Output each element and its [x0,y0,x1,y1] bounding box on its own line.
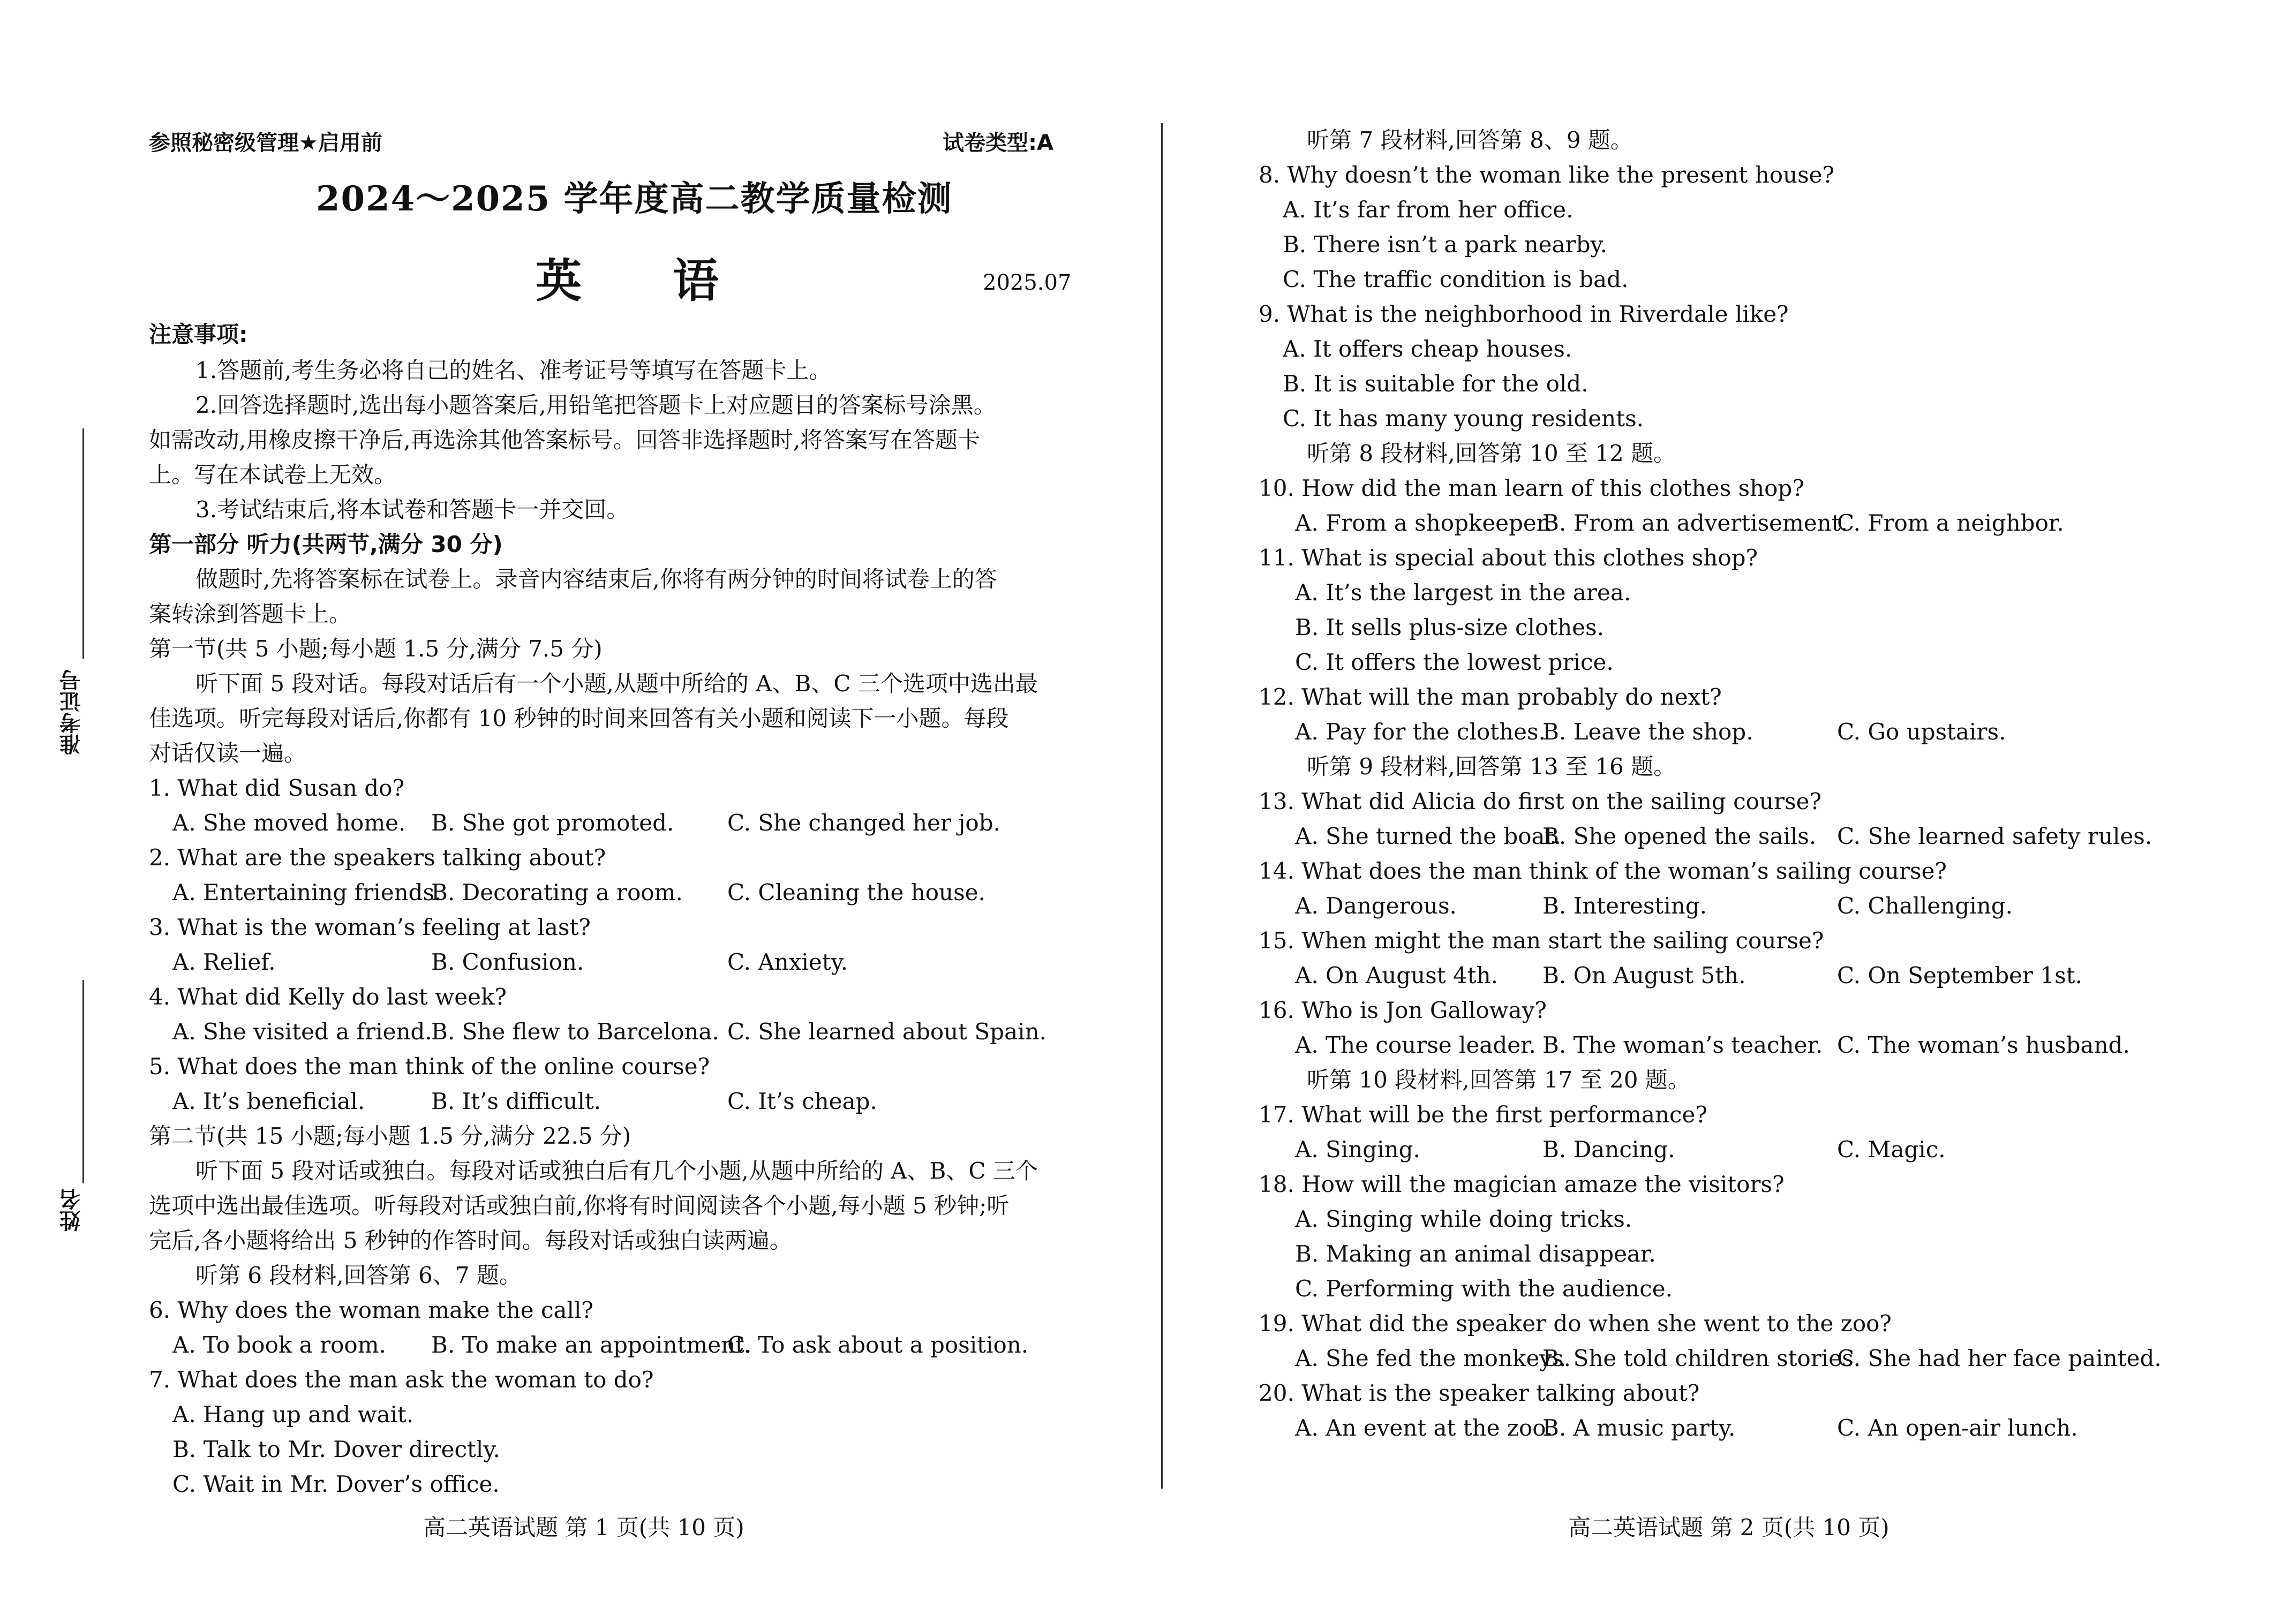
option-a: A. It’s far from her office. [1283,197,1574,223]
notice-line: 2.回答选择题时,选出每小题答案后,用铅笔把答题卡上对应题目的答案标号涂黑。 [195,392,996,418]
option-c: C. She had her face painted. [1837,1345,2162,1371]
option-c: C. She changed her job. [727,810,1000,836]
option-b: B. She got promoted. [431,810,674,836]
subject-title: 英 语 [536,254,756,308]
exam-title: 2024～2025 学年度高二教学质量检测 [316,179,953,219]
option-b: B. She flew to Barcelona. [431,1018,719,1045]
question-stem: 10. How did the man learn of this clothes shop? [1259,475,1804,501]
notice-heading: 注意事项: [149,321,248,348]
option-c: C. Magic. [1837,1136,1946,1163]
option-a: A. From a shopkeeper. [1295,510,1552,536]
notice-line: 3.考试结束后,将本试卷和答题卡一并交回。 [195,496,629,523]
option-c: C. To ask about a position. [727,1332,1029,1358]
option-b: B. Interesting. [1542,893,1707,919]
material-heading: 听第 7 段材料,回答第 8、9 题。 [1307,127,1633,153]
option-b: B. On August 5th. [1542,962,1746,988]
option-a: A. It’s beneficial. [172,1088,365,1114]
option-a: A. She turned the boat. [1295,823,1561,849]
option-a: A. It’s the largest in the area. [1295,579,1631,606]
option-c: C. Cleaning the house. [727,879,985,905]
option-a: A. Entertaining friends. [172,879,442,905]
option-a: A. She moved home. [172,810,406,836]
option-a: A. She fed the monkeys. [1295,1345,1571,1371]
option-a: A. She visited a friend. [172,1018,432,1045]
option-b: B. Dancing. [1542,1136,1675,1163]
section1-intro: 听下面 5 段对话。每段对话后有一个小题,从题中所给的 A、B、C 三个选项中选出最 [195,670,1038,697]
option-b: B. Confusion. [431,949,584,975]
section2-intro: 听下面 5 段对话或独白。每段对话或独白后有几个小题,从题中所给的 A、B、C 三个 [195,1158,1038,1184]
option-c: C. Anxiety. [727,949,848,975]
part1-heading: 第一部分 听力(共两节,满分 30 分) [149,531,503,557]
option-b: B. The woman’s teacher. [1542,1032,1823,1058]
option-c: C. Go upstairs. [1837,719,2006,745]
option-b: B. Making an animal disappear. [1295,1241,1656,1267]
option-c: C. It offers the lowest price. [1295,649,1614,675]
option-a: A. It offers cheap houses. [1283,336,1572,362]
option-c: C. On September 1st. [1837,962,2082,988]
option-a: A. Relief. [172,949,276,975]
section2-intro: 选项中选出最佳选项。听每段对话或独白前,你将有时间阅读各个小题,每小题 5 秒钟;听 [149,1193,1010,1219]
question-stem: 18. How will the magician amaze the visitors? [1259,1171,1785,1197]
option-a: A. Hang up and wait. [172,1401,414,1428]
option-b: B. Talk to Mr. Dover directly. [172,1436,500,1462]
option-c: C. The traffic condition is bad. [1283,266,1629,292]
question-stem: 9. What is the neighborhood in Riverdale like? [1259,301,1789,327]
question-stem: 2. What are the speakers talking about? [149,844,606,871]
question-stem: 1. What did Susan do? [149,775,404,801]
option-b: B. She told children stories. [1542,1345,1861,1371]
section1-intro: 对话仅读一遍。 [149,740,307,766]
option-c: C. It’s cheap. [727,1088,877,1114]
option-b: B. Decorating a room. [431,879,683,905]
option-a: A. Singing. [1295,1136,1420,1163]
question-stem: 8. Why doesn’t the woman like the present house? [1259,162,1835,188]
question-stem: 6. Why does the woman make the call? [149,1297,593,1323]
page-footer: 高二英语试题 第 1 页(共 10 页) [423,1514,744,1541]
option-c: C. Performing with the audience. [1295,1276,1673,1302]
material-heading: 听第 8 段材料,回答第 10 至 12 题。 [1307,440,1676,466]
section1-intro: 佳选项。听完每段对话后,你都有 10 秒钟的时间来回答有关小题和阅读下一小题。每段 [149,705,1009,731]
page-divider [1161,123,1163,1489]
question-stem: 15. When might the man start the sailing course? [1259,927,1824,954]
option-a: A. Singing while doing tricks. [1295,1206,1632,1232]
question-stem: 12. What will the man probably do next? [1259,684,1722,710]
option-b: B. From an advertisement. [1542,510,1848,536]
question-stem: 5. What does the man think of the online course? [149,1053,710,1080]
notice-line: 如需改动,用橡皮擦干净后,再选涂其他答案标号。回答非选择题时,将答案写在答题卡 [149,427,981,453]
section2-heading: 第二节(共 15 小题;每小题 1.5 分,满分 22.5 分) [149,1123,631,1149]
question-stem: 14. What does the man think of the woman’s sailing course? [1259,858,1947,884]
option-a: A. Pay for the clothes. [1295,719,1546,745]
option-a: A. On August 4th. [1295,962,1498,988]
option-c: C. An open-air lunch. [1837,1415,2078,1441]
exam-no-label: 准考证号 [59,669,84,755]
option-a: A. Dangerous. [1295,893,1457,919]
option-a: A. The course leader. [1295,1032,1536,1058]
name-label: 姓名 [59,1189,84,1232]
option-b: B. Leave the shop. [1542,719,1753,745]
question-stem: 20. What is the speaker talking about? [1259,1380,1700,1406]
section1-heading: 第一节(共 5 小题;每小题 1.5 分,满分 7.5 分) [149,636,603,662]
page-footer: 高二英语试题 第 2 页(共 10 页) [1568,1514,1890,1541]
option-c: C. Challenging. [1837,893,2013,919]
secret-level: 参照秘密级管理★启用前 [149,131,382,155]
option-c: C. The woman’s husband. [1837,1032,2130,1058]
option-b: B. She opened the sails. [1542,823,1817,849]
section2-intro: 完后,各小题将给出 5 秒钟的作答时间。每段对话或独白读两遍。 [149,1227,792,1254]
option-b: B. It sells plus-size clothes. [1295,614,1604,640]
option-c: C. She learned about Spain. [727,1018,1047,1045]
option-a: A. An event at the zoo. [1295,1415,1553,1441]
question-stem: 11. What is special about this clothes shop? [1259,545,1758,571]
option-b: B. A music party. [1542,1415,1736,1441]
material-heading: 听第 9 段材料,回答第 13 至 16 题。 [1307,753,1676,780]
question-stem: 3. What is the woman’s feeling at last? [149,914,591,940]
option-c: C. Wait in Mr. Dover’s office. [172,1471,500,1497]
option-b: B. There isn’t a park nearby. [1283,231,1607,258]
material-heading: 听第 10 段材料,回答第 17 至 20 题。 [1307,1067,1690,1093]
question-stem: 7. What does the man ask the woman to do? [149,1367,654,1393]
question-stem: 16. Who is Jon Galloway? [1259,997,1547,1023]
option-c: C. From a neighbor. [1837,510,2064,536]
question-stem: 13. What did Alicia do first on the sailing course? [1259,788,1821,814]
part1-intro: 做题时,先将答案标在试卷上。录音内容结束后,你将有两分钟的时间将试卷上的答 [195,566,997,592]
part1-intro: 案转涂到答题卡上。 [149,601,352,627]
option-b: B. It is suitable for the old. [1283,371,1589,397]
paper-type: 试卷类型:A [943,131,1053,155]
question-stem: 4. What did Kelly do last week? [149,984,507,1010]
option-a: A. To book a room. [172,1332,386,1358]
notice-line: 1.答题前,考生务必将自己的姓名、准考证号等填写在答题卡上。 [195,357,832,383]
option-c: C. It has many young residents. [1283,405,1644,432]
option-c: C. She learned safety rules. [1837,823,2152,849]
question-stem: 19. What did the speaker do when she went to the zoo? [1259,1310,1892,1337]
material-heading: 听第 6 段材料,回答第 6、7 题。 [195,1262,522,1288]
notice-line: 上。写在本试卷上无效。 [149,462,397,488]
option-b: B. It’s difficult. [431,1088,601,1114]
exam-date: 2025.07 [983,270,1072,295]
option-b: B. To make an appointment. [431,1332,752,1358]
question-stem: 17. What will be the first performance? [1259,1101,1707,1128]
